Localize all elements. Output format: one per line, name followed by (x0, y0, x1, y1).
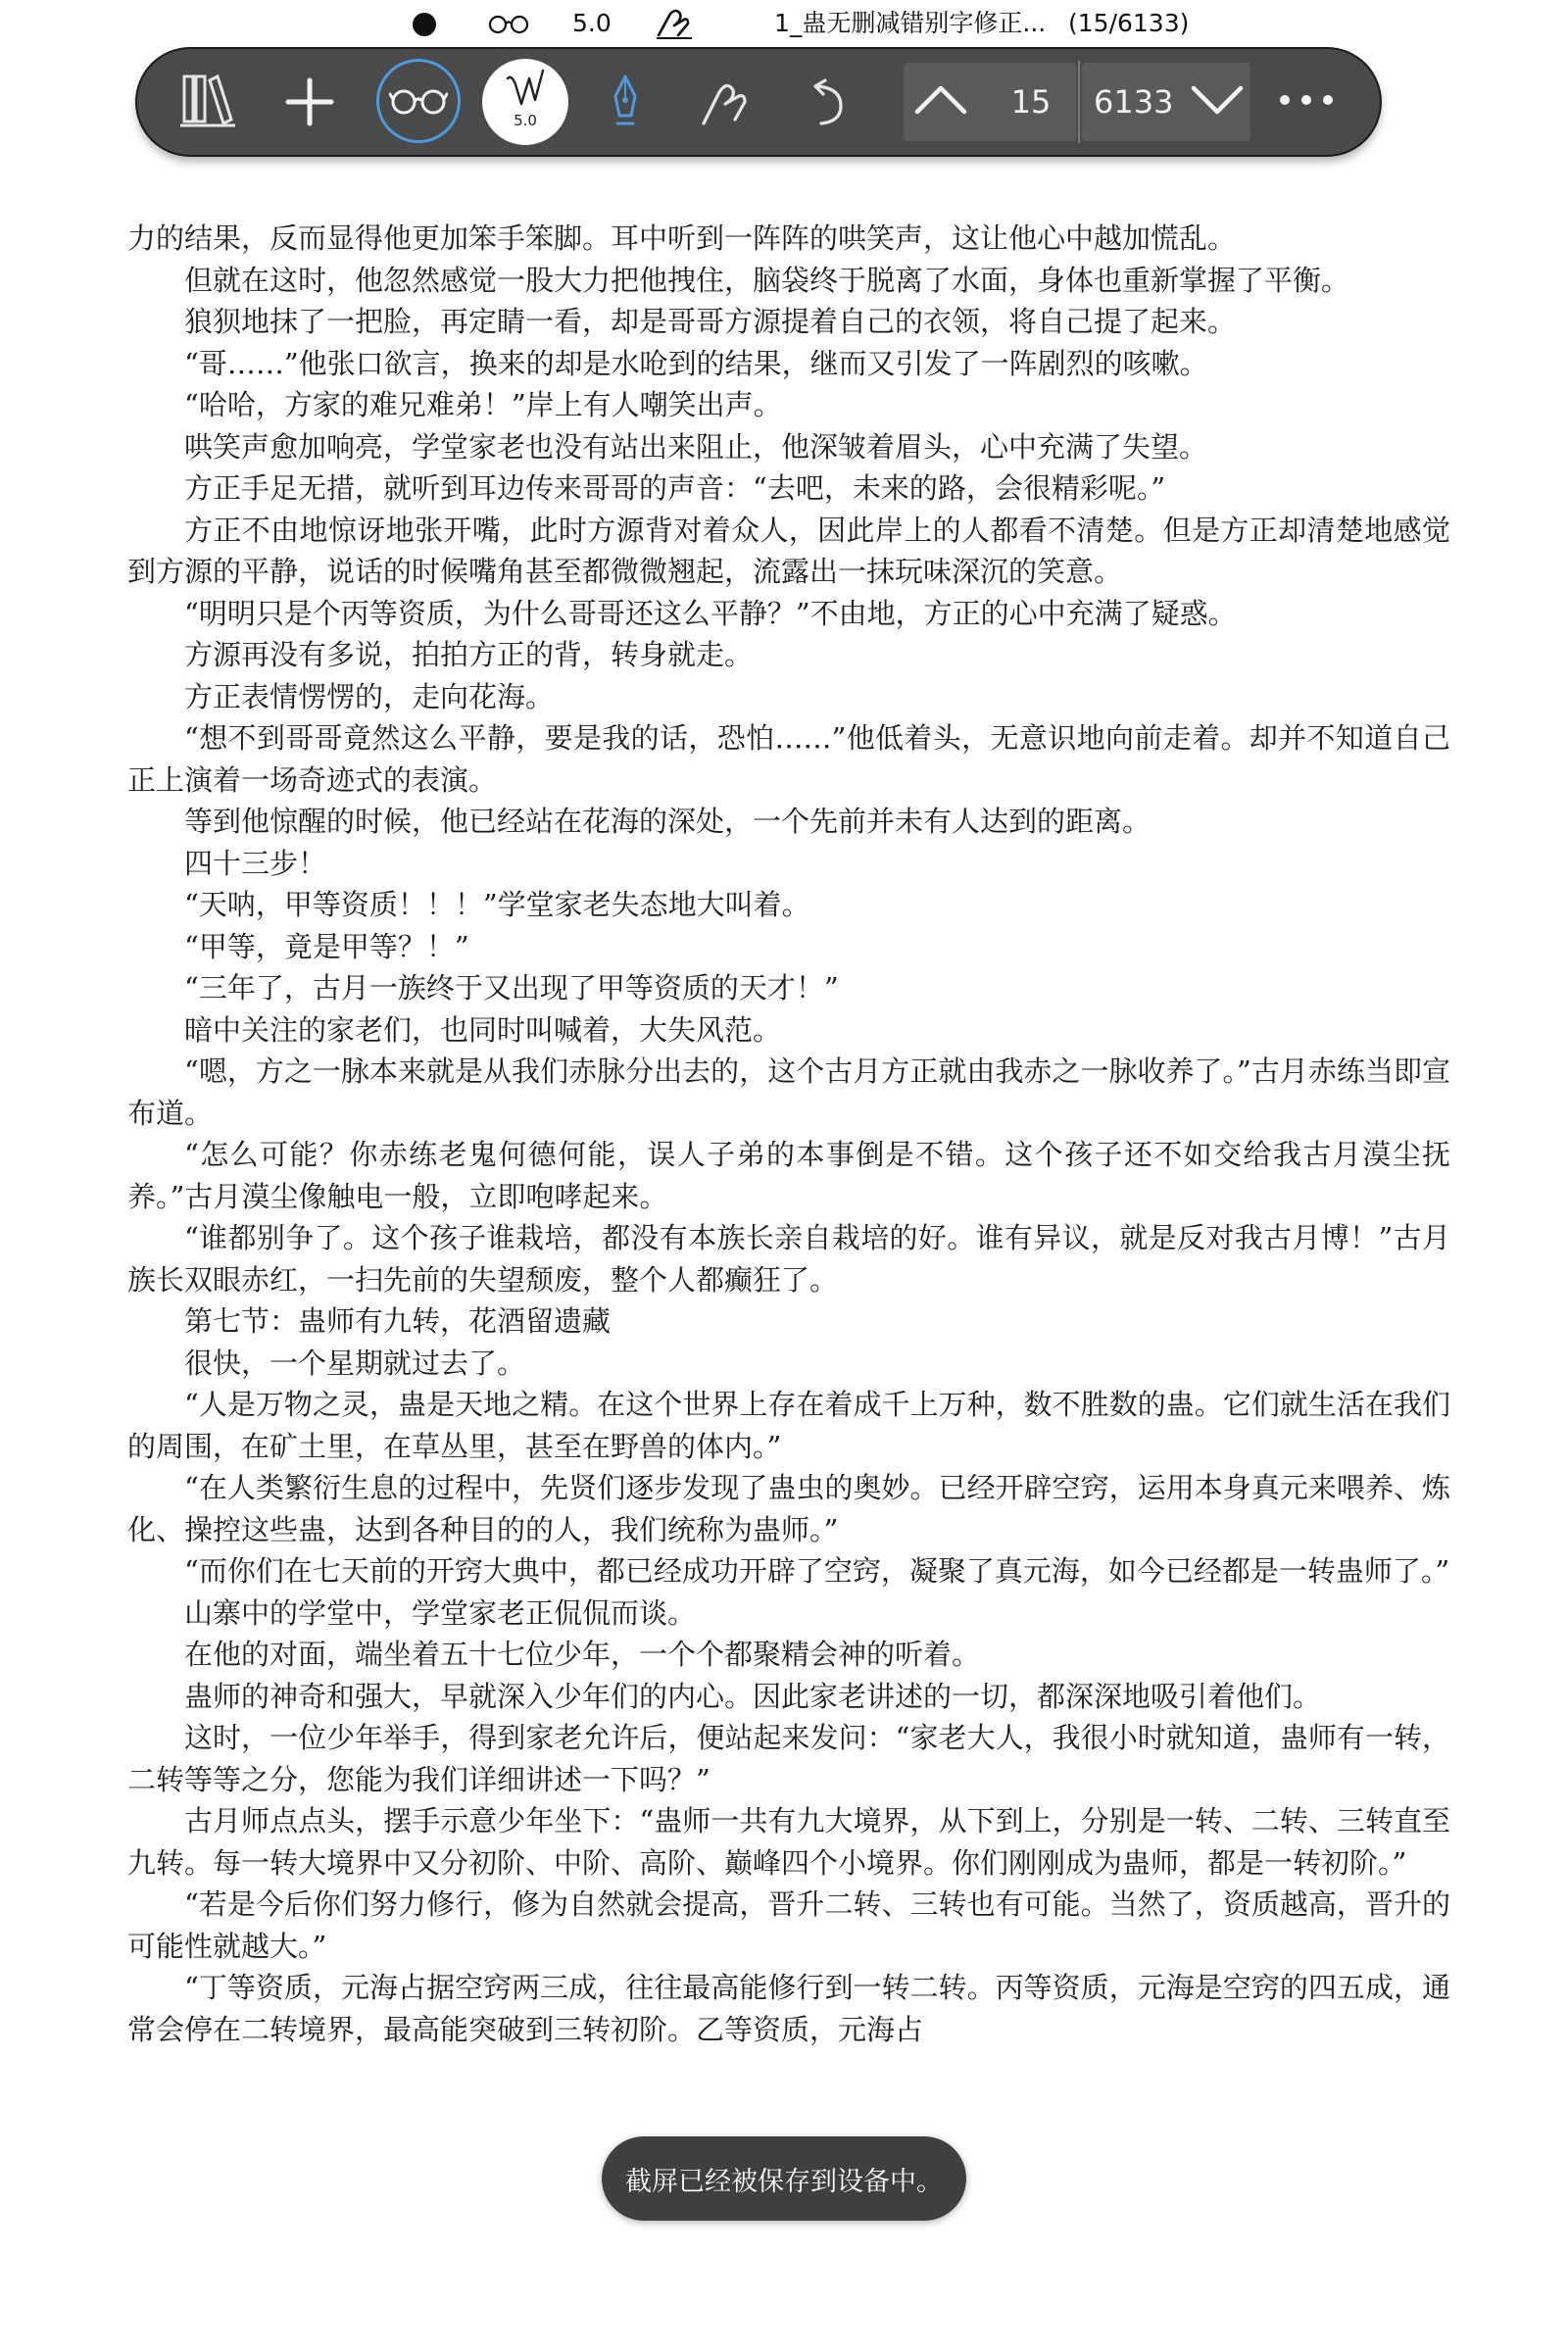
paragraph: 方正表情愣愣的，走向花海。 (184, 679, 555, 713)
paragraph: 很快，一个星期就过去了。 (184, 1346, 526, 1380)
glasses-icon (389, 85, 448, 117)
paragraph: “三年了，古月一族终于又出现了甲等资质的天才！” (184, 971, 839, 1004)
paragraph: “怎么可能？你赤练老鬼何德何能，误人子弟的本事倒是不错。这个孩子还不如交给我古月漠尘抚养。”古月漠尘像触电一般，立即咆哮起来。 (127, 1138, 1450, 1213)
paragraph: “哥……”他张口欲言，换来的却是水呛到的结果，继而又引发了一阵剧烈的咳嗽。 (184, 346, 1208, 380)
paragraph: “哈哈，方家的难兄难弟！”岸上有人嘲笑出声。 (184, 388, 782, 421)
paragraph: “甲等，竟是甲等？！” (184, 929, 469, 963)
paragraph: 哄笑声愈加响亮，学堂家老也没有站出来阻止，他深皱着眉头，心中充满了失望。 (184, 429, 1208, 464)
toast-message: 截屏已经被保存到设备中。 (602, 2136, 966, 2221)
previous-page-group (904, 63, 1076, 141)
pen-icon[interactable] (606, 73, 645, 131)
zoom-level: 5.0 (572, 9, 612, 37)
chevron-up-icon[interactable] (911, 80, 970, 120)
paragraph: 方正不由地惊讶地张开嘴，此时方源背对着众人，因此岸上的人都看不清楚。但是方正却清楚地感觉到方源的平静，说话的时候嘴角甚至都微微翘起，流露出一抹玩味深沉的笑意。 (127, 513, 1450, 588)
status-dot-icon (413, 13, 436, 36)
paragraph: “在人类繁衍生息的过程中，先贤们逐步发现了蛊虫的奥妙。已经开辟空窍，运用本身真元来喂养、炼化、操控这些蛊，达到各种目的的人，我们统称为蛊师。” (127, 1471, 1450, 1546)
chevron-down-icon[interactable] (1188, 80, 1247, 120)
section-heading: 第七节：蛊师有九转，花酒留遗藏 (184, 1304, 612, 1338)
next-page-group (1082, 63, 1250, 141)
paragraph: 等到他惊醒的时候，他已经站在花海的深处，一个先前并未有人达到的距离。 (184, 805, 1152, 838)
signature-icon (482, 61, 568, 116)
paragraph: 古月师点点头，摆手示意少年坐下：“蛊师一共有九大境界，从下到上，分别是一转、二转、三转直至九转。每一转大境界中又分初阶、中阶、高阶、巅峰四个小境界。你们刚刚成为蛊师，都是一转初阶。” (127, 1804, 1450, 1880)
toolbar-divider (1078, 61, 1080, 143)
page-info: (15/6133) (1068, 9, 1190, 37)
paragraph: 方正手足无措，就听到耳边传来哥哥的声音：“去吧，未来的路，会很精彩呢。” (184, 471, 1166, 505)
paragraph: 力的结果，反而显得他更加笨手笨脚。耳中听到一阵阵的哄笑声，这让他心中越加慌乱。 (127, 221, 1237, 255)
paragraph: 这时，一位少年举手，得到家老允许后，便站起来发问：“家老大人，我很小时就知道，蛊师有一转，二转等等之分，您能为我们详细讲述一下吗？” (127, 1721, 1450, 1796)
library-icon[interactable] (180, 71, 235, 129)
paragraph: “若是今后你们努力修行，修为自然就会提高，晋升二转、三转也有可能。当然了，资质越高，晋升的可能性就越大。” (127, 1887, 1450, 1963)
signature-zoom-label: 5.0 (514, 112, 537, 129)
paragraph: “明明只是个丙等资质，为什么哥哥还这么平静？”不由地，方正的心中充满了疑惑。 (184, 596, 1237, 630)
sign-icon[interactable] (700, 74, 753, 129)
paragraph: “人是万物之灵，蛊是天地之精。在这个世界上存在着成千上万种，数不胜数的蛊。它们就生活在我们的周围，在矿土里，在草丛里，甚至在野兽的体内。” (127, 1388, 1450, 1463)
paragraph: 在他的对面，端坐着五十七位少年，一个个都聚精会神的听着。 (184, 1638, 981, 1671)
paragraph: 四十三步！ (184, 846, 327, 880)
paragraph: 方源再没有多说，拍拍方正的背，转身就走。 (184, 638, 754, 671)
add-icon[interactable] (284, 76, 335, 127)
paragraph: “谁都别争了。这个孩子谁栽培，都没有本族长亲自栽培的好。谁有异议，就是反对我古月博！”古月族长双眼赤红，一扫先前的失望颓废，整个人都癫狂了。 (127, 1221, 1450, 1297)
document-text (127, 218, 1450, 2050)
current-page-field[interactable]: 15 (1010, 83, 1052, 121)
paragraph: 狼狈地抹了一把脸，再定睛一看，却是哥哥方源提着自己的衣领，将自己提了起来。 (184, 305, 1237, 338)
glasses-icon (487, 10, 530, 45)
status-bar (0, 0, 1568, 49)
paragraph: “丁等资质，元海占据空窍两三成，往往最高能修行到一转二转。丙等资质，元海是空窍的四五成，通常会停在二转境界，最高能突破到三转初阶。乙等资质，元海占 (127, 1971, 1450, 2046)
more-icon[interactable] (1277, 88, 1336, 112)
signature-icon (655, 6, 694, 49)
paragraph: 暗中关注的家老们，也同时叫喊着，大失风范。 (184, 1012, 782, 1047)
paragraph: “想不到哥哥竟然这么平静，要是我的话，恐怕……”他低着头，无意识地向前走着。却并不知道自己正上演着一场奇迹式的表演。 (127, 721, 1450, 797)
paragraph: “而你们在七天前的开窍大典中，都已经成功开辟了空窍，凝聚了真元海，如今已经都是一转蛊师了。” (184, 1554, 1450, 1588)
total-pages: 6133 (1094, 83, 1174, 121)
paragraph: 山寨中的学堂中，学堂家老正侃侃而谈。 (184, 1595, 697, 1630)
paragraph: 但就在这时，他忽然感觉一股大力把他拽住，脑袋终于脱离了水面，身体也重新掌握了平衡。 (184, 263, 1350, 297)
signature-zoom-button[interactable] (482, 59, 568, 145)
reading-mode-button[interactable] (376, 59, 461, 143)
paragraph: “嗯，方之一脉本来就是从我们赤脉分出去的，这个古月方正就由我赤之一脉收养了。”古月赤练当即宣布道。 (127, 1054, 1450, 1130)
paragraph: “天呐，甲等资质！！！”学堂家老失态地大叫着。 (184, 888, 810, 921)
document-title: 1_蛊无删减错别字修正... (774, 9, 1047, 37)
undo-icon[interactable] (804, 78, 849, 127)
reader-toolbar (137, 49, 1380, 155)
paragraph: 蛊师的神奇和强大，早就深入少年们的内心。因此家老讲述的一切，都深深地吸引着他们。 (184, 1679, 1322, 1713)
